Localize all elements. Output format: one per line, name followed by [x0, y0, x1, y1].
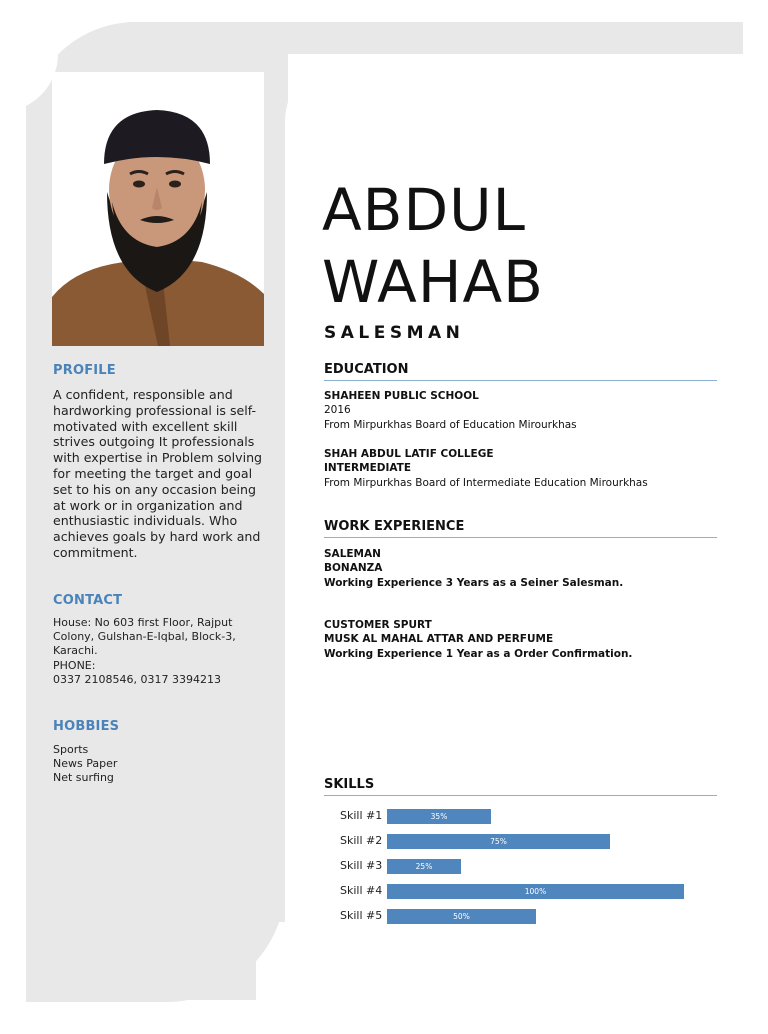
person-name [322, 174, 544, 318]
contact-heading: CONTACT [53, 593, 123, 608]
hobbies-list [53, 743, 265, 785]
work-company: MUSK AL MAHAL ATTAR AND PERFUME [324, 633, 554, 646]
skill-track [387, 859, 687, 874]
skill-row [330, 831, 730, 856]
skill-label: Skill #2 [340, 834, 383, 847]
skill-row [330, 906, 730, 931]
skill-row [330, 881, 730, 906]
profile-heading: PROFILE [53, 363, 116, 378]
work-position: CUSTOMER SPURT [324, 619, 432, 631]
job-title: SALESMAN [324, 323, 465, 343]
skill-row [330, 806, 730, 831]
work-company: BONANZA [324, 562, 383, 575]
list-item: Sports [53, 743, 89, 756]
skill-label: Skill #4 [340, 884, 383, 897]
skill-label: Skill #1 [340, 809, 383, 822]
skill-label: Skill #3 [340, 859, 383, 872]
skills-heading: SKILLS [324, 777, 717, 796]
profile-text: A confident, responsible and hardworking professional is self-motivated with excellent skill strives outgoing It professionals with expertise in Problem solving for meeting the target and goal set to his on any occasion being at work or in organization and enthusiastic individuals. Who achieves goals by hard work and commitment. [53, 387, 263, 560]
work-entry [324, 618, 724, 661]
skill-track [387, 809, 687, 824]
skill-bar: 50% [387, 909, 536, 924]
education-board: From Mirpurkhas Board of Intermediate Education Mirourkhas [324, 476, 648, 489]
work-position: SALEMAN [324, 548, 381, 560]
education-year: 2016 [324, 404, 351, 417]
skill-track [387, 909, 687, 924]
profile-photo [52, 72, 264, 346]
work-detail: Working Experience 1 Year as a Order Confirmation. [324, 647, 633, 660]
skill-bar: 35% [387, 809, 491, 824]
name-last: WAHAB [322, 248, 544, 316]
school-name: SHAHEEN PUBLIC SCHOOL [324, 390, 479, 402]
contact-text: House: No 603 first Floor, Rajput Colony, Gulshan-E-Iqbal, Block-3, Karachi. PHONE: 0337 2108546, 0317 3394213 [53, 616, 236, 686]
skill-label: Skill #5 [340, 909, 383, 922]
education-heading: EDUCATION [324, 362, 717, 381]
school-name: SHAH ABDUL LATIF COLLEGE [324, 448, 494, 460]
list-item: News Paper [53, 757, 118, 770]
hobbies-heading: HOBBIES [53, 719, 120, 734]
list-item: Net surfing [53, 771, 114, 784]
skill-track [387, 834, 687, 849]
skill-bar: 75% [387, 834, 610, 849]
skill-row [330, 856, 730, 881]
education-level: INTERMEDIATE [324, 462, 412, 475]
education-entry [324, 389, 724, 432]
work-heading: WORK EXPERIENCE [324, 519, 717, 538]
education-board: From Mirpurkhas Board of Education Mirourkhas [324, 418, 577, 431]
work-detail: Working Experience 3 Years as a Seiner Salesman. [324, 576, 624, 589]
skills-chart [330, 806, 730, 931]
name-first: ABDUL [322, 176, 526, 244]
skill-track [387, 884, 687, 899]
skill-bar: 100% [387, 884, 684, 899]
education-entry [324, 447, 724, 490]
work-entry [324, 547, 724, 590]
skill-bar: 25% [387, 859, 461, 874]
